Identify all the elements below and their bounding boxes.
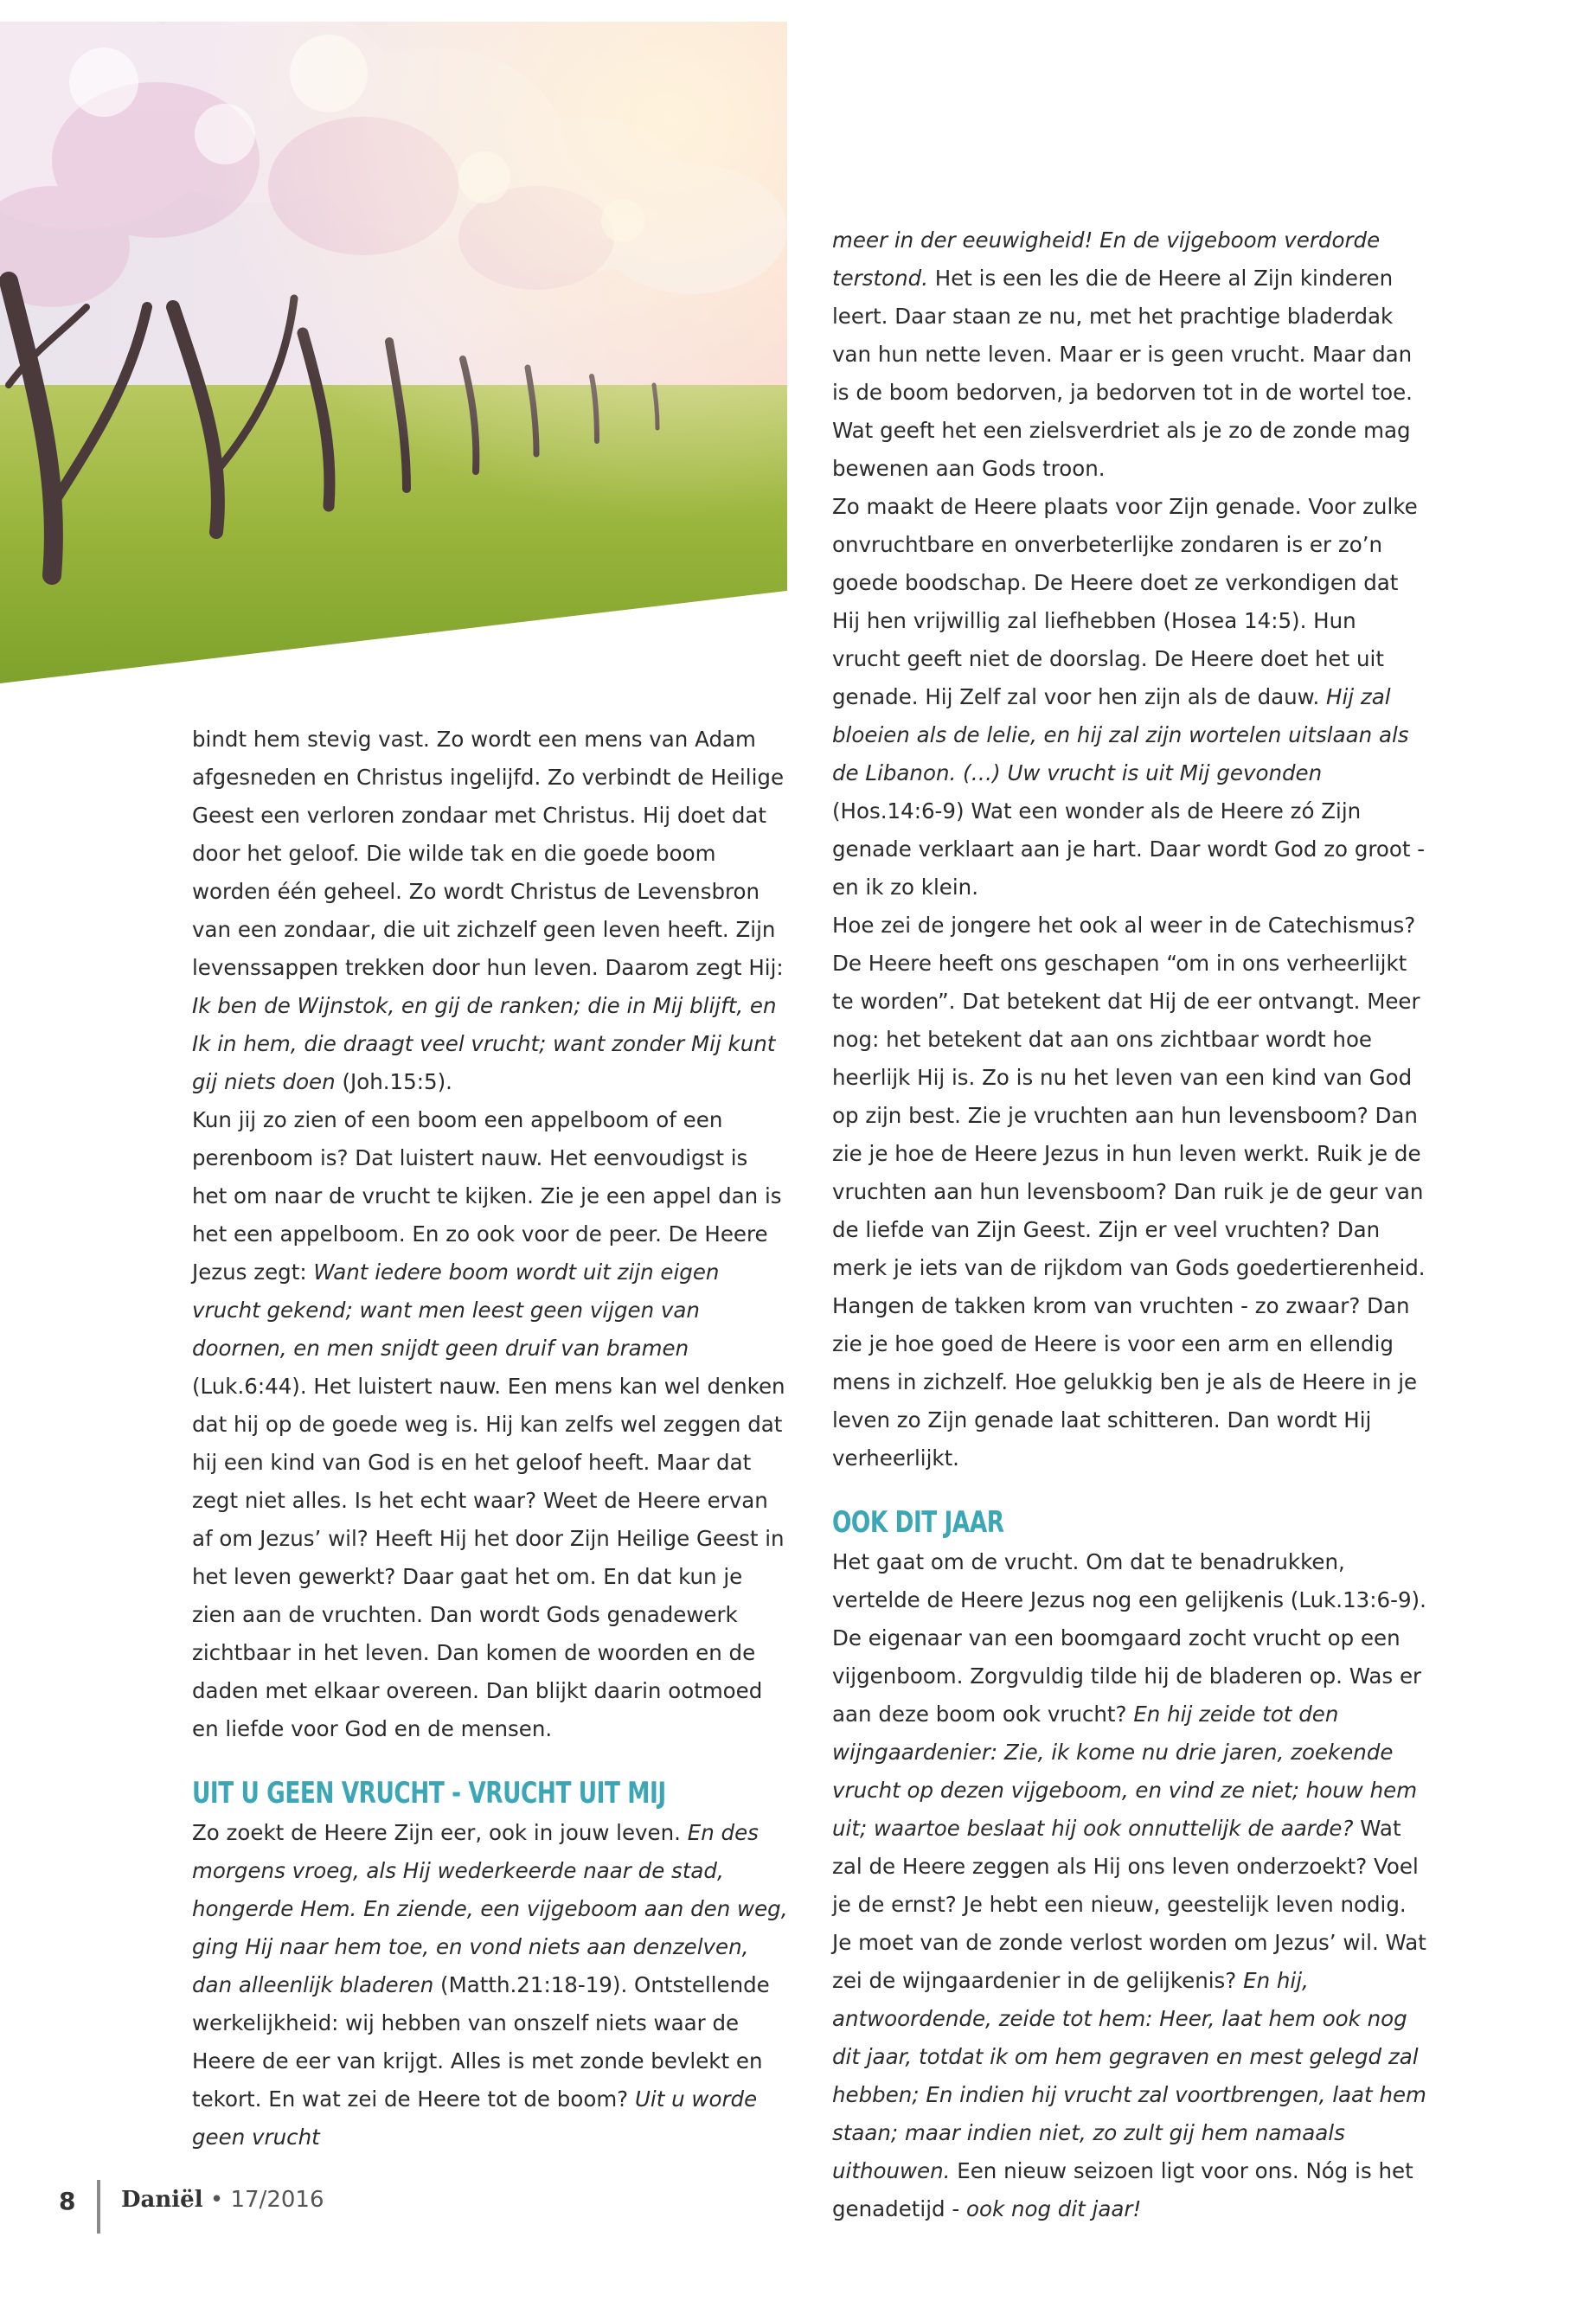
paragraph: Zo zoekt de Heere Zijn eer, ook in jouw leven. En des morgens vroeg, als Hij wederkeerde naar de stad, hongerde Hem. En ziende, een vijgeboom aan den weg, ging Hij naar hem toe, en vond niets aan denzelven, dan alleenlijk bladeren (Matth.21:18-19). Ontstellende werkelijkheid: wij hebben van onszelf niets waar de Heere de eer van krijgt. Alles is met zonde bevlekt en tekort. En wat zei de Heere tot de boom? Uit u worde geen vrucht bbox=[192, 1820, 788, 2150]
paragraph: Zo maakt de Heere plaats voor Zijn genade. Voor zulke onvruchtbare en onverbeterlijke zondaren is er zo’n goede boodschap. De Heere doet ze verkondigen dat Hij hen vrijwillig zal liefhebben (Hosea 14:5). Hun vrucht geeft niet de doorslag. De Heere doet het uit genade. Hij Zelf zal voor hen zijn als de dauw. Hij zal bloeien als de lelie, en hij zal zijn wortelen uitslaan als de Libanon. (…) Uw vrucht is uit Mij gevonden (Hos.14:6-9) Wat een wonder als de Heere zó Zijn genade verklaart aan je hart. Daar wordt God zo groot - en ik zo klein. bbox=[832, 494, 1426, 900]
page-number: 8 bbox=[59, 2187, 76, 2215]
left-column bbox=[192, 721, 789, 2157]
paragraph: Het gaat om de vrucht. Om dat te benadrukken, vertelde de Heere Jezus nog een gelijkenis (Luk.13:6-9). De eigenaar van een boomgaard zocht vrucht op een vijgenboom. Zorgvuldig tilde hij de bladeren op. Was er aan deze boom ook vrucht? En hij zeide tot den wijngaardenier: Zie, ik kome nu drie jaren, zoekende vrucht op dezen vijgeboom, en vind ze niet; houw hem uit; waartoe beslaat hij ook onnuttelijk de aarde? Wat zal de Heere zeggen als Hij ons leven onderzoekt? Voel je de ernst? Je hebt een nieuw, geestelijk leven nodig. Je moet van de zonde verlost worden om Jezus’ wil. Wat zei de wijngaardenier in de gelijkenis? En hij, antwoordende, zeide tot hem: Heer, laat hem ook nog dit jaar, totdat ik om hem gegraven en mest gelegd zal hebben; En indien hij vrucht zal voortbrengen, laat hem staan; maar indien niet, zo zult gij hem namaals uithouwen. Een nieuw seizoen ligt voor ons. Nóg is het genadetijd - ook nog dit jaar! bbox=[832, 1549, 1426, 2221]
magazine-name: Daniël bbox=[121, 2187, 203, 2213]
bible-quote: Want iedere boom wordt uit zijn eigen vrucht gekend; want men leest geen vijgen van doornen, en men snijdt geen druif van bramen bbox=[192, 1259, 720, 1361]
paragraph: Hoe zei de jongere het ook al weer in de Catechismus? De Heere heeft ons geschapen “om in ons verheerlijkt te worden”. Dat betekent dat Hij de eer ontvangt. Meer nog: het betekent dat aan ons zichtbaar wordt hoe heerlijk Hij is. Zo is nu het leven van een kind van God op zijn best. Zie je vruchten aan hun levensboom? Dan zie je hoe de Heere Jezus in hun leven werkt. Ruik je de vruchten aan hun levensboom? Dan ruik je de geur van de liefde van Zijn Geest. Zijn er veel vruchten? Dan merk je iets van de rijkdom van Gods goedertierenheid. Hangen de takken krom van vruchten - zo zwaar? Dan zie je hoe goed de Heere is voor een arm en ellendig mens in zichzelf. Hoe gelukkig ben je als de Heere in je leven zo Zijn genade laat schitteren. Dan wordt Hij verheerlijkt. bbox=[832, 913, 1426, 1471]
right-column bbox=[832, 221, 1429, 2228]
footer-bullet: • bbox=[209, 2187, 224, 2213]
bible-quote: En hij, antwoordende, zeide tot hem: Heer, laat hem ook nog dit jaar, totdat ik om hem gegraven en mest gelegd zal hebben; En indien hij vrucht zal voortbrengen, laat hem staan; maar indien niet, zo zult gij hem namaals uithouwen. bbox=[832, 1968, 1426, 2183]
bible-quote: Uit u worde geen vrucht bbox=[192, 2086, 758, 2150]
section-heading: UIT U GEEN VRUCHT - VRUCHT UIT MIJ bbox=[192, 1776, 666, 1811]
orchard-photo bbox=[0, 22, 787, 683]
paragraph: bindt hem stevig vast. Zo wordt een mens van Adam afgesneden en Christus ingelijfd. Zo verbindt de Heilige Geest een verloren zondaar met Christus. Hij doet dat door het geloof. Die wilde tak en die goede boom worden één geheel. Zo wordt Christus de Levensbron van een zondaar, die uit zichzelf geen leven heeft. Zijn levenssappen trekken door hun leven. Daarom zegt Hij: Ik ben de Wijnstok, en gij de ranken; die in Mij blijft, en Ik in hem, die draagt veel vrucht; want zonder Mij kunt gij niets doen (Joh.15:5). bbox=[192, 727, 785, 1094]
footer-title bbox=[121, 2187, 324, 2213]
page-footer bbox=[0, 2171, 519, 2234]
paragraph: Kun jij zo zien of een boom een appelboom of een perenboom is? Dat luistert nauw. Het eenvoudigst is het om naar de vrucht te kijken. Zie je een appel dan is het een appelboom. En zo ook voor de peer. De Heere Jezus zegt: Want iedere boom wordt uit zijn eigen vrucht gekend; want men leest geen vijgen van doornen, en men snijdt geen druif van bramen (Luk.6:44). Het luistert nauw. Een mens kan wel denken dat hij op de goede weg is. Hij kan zelfs wel zeggen dat hij een kind van God is en het geloof heeft. Maar dat zegt niet alles. Is het echt waar? Weet de Heere ervan af om Jezus’ wil? Heeft Hij het door Zijn Heilige Geest in het leven gewerkt? Daar gaat het om. En dat kun je zien aan de vruchten. Dan wordt Gods genadewerk zichtbaar in het leven. Dan komen de woorden en de daden met elkaar overeen. Dan blijkt daarin ootmoed en liefde voor God en de mensen. bbox=[192, 1107, 785, 1741]
paragraph: meer in der eeuwigheid! En de vijgeboom verdorde terstond. Het is een les die de Heere al Zijn kinderen leert. Daar staan ze nu, met het prachtige bladerdak van hun nette leven. Maar er is geen vrucht. Maar dan is de boom bedorven, ja bedorven tot in de wortel toe. Wat geeft het een zielsverdriet als je zo de zonde mag bewenen aan Gods troon. bbox=[832, 228, 1413, 481]
footer-divider bbox=[97, 2180, 100, 2234]
issue-number: 17/2016 bbox=[230, 2187, 324, 2213]
bible-quote: En des morgens vroeg, als Hij wederkeerde naar de stad, hongerde Hem. En ziende, een vijgeboom aan den weg, ging Hij naar hem toe, en vond niets aan denzelven, dan alleenlijk bladeren bbox=[192, 1820, 788, 1997]
section-heading: OOK DIT JAAR bbox=[832, 1505, 1004, 1540]
bible-quote: En hij zeide tot den wijngaardenier: Zie, ik kome nu drie jaren, zoekende vrucht op dezen vijgeboom, en vind ze niet; houw hem uit; waartoe beslaat hij ook onnuttelijk de aarde? bbox=[832, 1702, 1418, 1841]
bible-quote: meer in der eeuwigheid! En de vijgeboom verdorde terstond. bbox=[832, 228, 1381, 291]
bible-quote: Hij zal bloeien als de lelie, en hij zal zijn wortelen uitslaan als de Libanon. (…) Uw vrucht is uit Mij gevonden bbox=[832, 684, 1409, 785]
bible-quote: ook nog dit jaar! bbox=[965, 2196, 1142, 2221]
bible-quote: Ik ben de Wijnstok, en gij de ranken; die in Mij blijft, en Ik in hem, die draagt veel vrucht; want zonder Mij kunt gij niets doen bbox=[192, 993, 777, 1094]
